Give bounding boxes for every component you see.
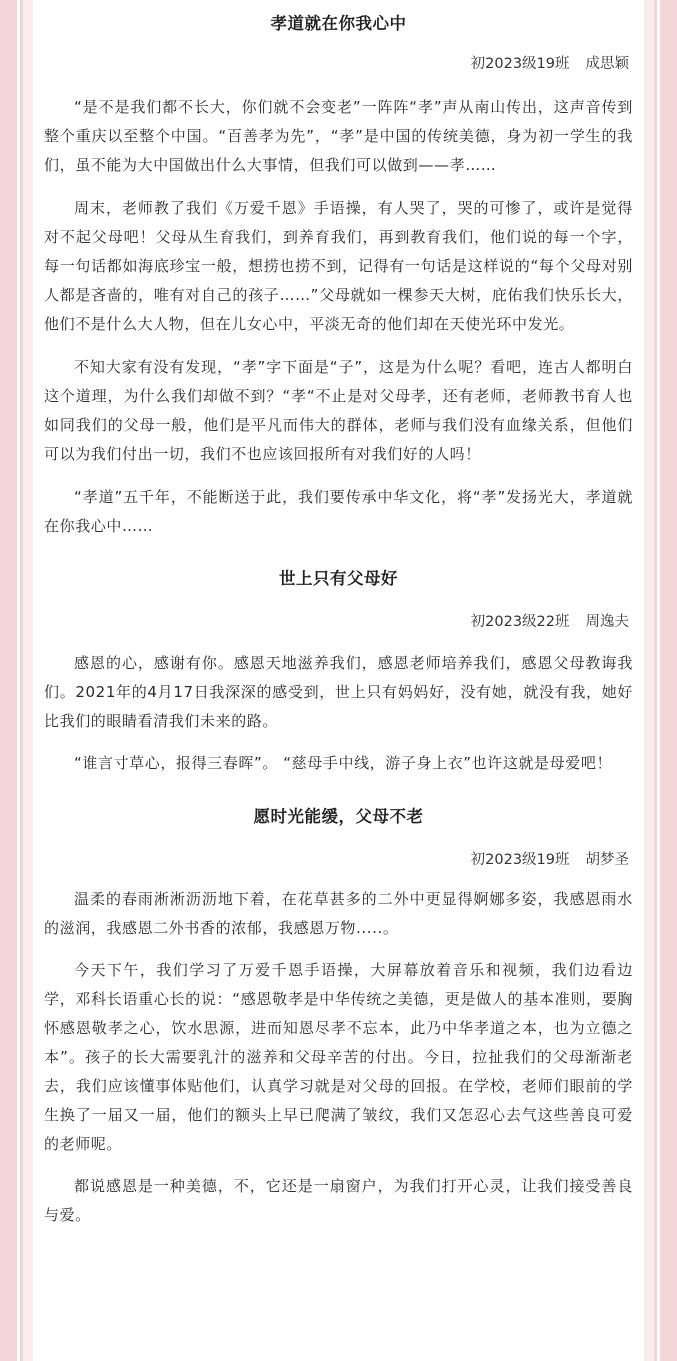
article-paragraph: 都说感恩是一种美德，不，它还是一扇窗户，为我们打开心灵，让我们接受善良与爱。 [44, 1177, 633, 1224]
article-paragraph: “是不是我们都不长大，你们就不会变老”一阵阵“孝”声从南山传出，这声音传到整个重庆以至整个中国。“百善孝为先”，“孝”是中国的传统美德，身为初一学生的我们，虽不能为大中国做出什么大事情，但我们可以做到——孝…… [44, 98, 633, 174]
class-label: 初2023级19班 [470, 56, 570, 72]
article-title: 愿时光能缓，父母不老 [253, 807, 424, 826]
article-byline [44, 54, 633, 74]
article-sheet [33, 0, 644, 1361]
class-label: 初2023级22班 [470, 614, 570, 630]
article-paragraph: 周末，老师教了我们《万爱千恩》手语操，有人哭了，哭的可惨了，或许是觉得对不起父母吧！父母从生育我们，到养育我们，再到教育我们，他们说的每一个字，每一句话都如海底珍宝一般，想捞也捞不到，记得有一句话是这样说的“每个父母对别人都是吝啬的，唯有对自己的孩子……”父母就如一棵参天大树，庇佑我们快乐长大，他们不是什么大人物，但在儿女心中，平淡无奇的他们却在天使光环中发光。 [44, 199, 633, 333]
article-paragraph: “谁言寸草心，报得三春晖”。 “慈母手中线，游子身上衣”也许这就是母爱吧！ [74, 754, 613, 772]
author-name: 胡梦圣 [585, 852, 629, 868]
author-name: 成思颖 [585, 56, 629, 72]
article-1 [44, 0, 633, 541]
article-title: 孝道就在你我心中 [270, 14, 407, 33]
article-byline [44, 612, 633, 632]
article-title: 世上只有父母好 [279, 569, 398, 588]
article-byline [44, 850, 633, 870]
class-label: 初2023级19班 [470, 852, 570, 868]
article-paragraph: 温柔的春雨淅淅沥沥地下着，在花草甚多的二外中更显得婀娜多姿，我感恩雨水的滋润，我感恩二外书香的浓郁，我感恩万物.....。 [44, 890, 633, 937]
article-paragraph: “孝道”五千年，不能断送于此，我们要传承中华文化，将“孝”发扬光大，孝道就在你我心中…… [44, 488, 633, 535]
article-2 [44, 568, 633, 778]
article-paragraph: 今天下午，我们学习了万爱千恩手语操，大屏幕放着音乐和视频，我们边看边学，邓科长语重心长的说：“感恩敬孝是中华传统之美德，更是做人的基本准则，要胸怀感恩敬孝之心，饮水思源，进而知恩尽孝不忘本，此乃中华孝道之本，也为立德之本”。孩子的长大需要乳汁的滋养和父母辛苦的付出。今日，拉扯我们的父母渐渐老去，我们应该懂事体贴他们，认真学习就是对父母的回报。在学校，老师们眼前的学生换了一届又一届，他们的额头上早已爬满了皱纹，我们又怎忍心去气这些善良可爱的老师呢。 [44, 961, 633, 1153]
author-name: 周逸夫 [585, 614, 629, 630]
article-3 [44, 806, 633, 1230]
article-paragraph: 不知大家有没有发现，“孝”字下面是“子”，这是为什么呢？看吧，连古人都明白这个道理，为什么我们却做不到？“孝“不止是对父母孝，还有老师，老师教书育人也如同我们的父母一般，他们是平凡而伟大的群体，老师与我们没有血缘关系，但他们可以为我们付出一切，我们不也应该回报所有对我们好的人吗！ [44, 358, 633, 463]
article-paragraph: 感恩的心，感谢有你。感恩天地滋养我们，感恩老师培养我们，感恩父母教诲我们。2021年的4月17日我深深的感受到，世上只有妈妈好，没有她，就没有我，她好比我们的眼睛看清我们未来的路。 [44, 654, 633, 730]
